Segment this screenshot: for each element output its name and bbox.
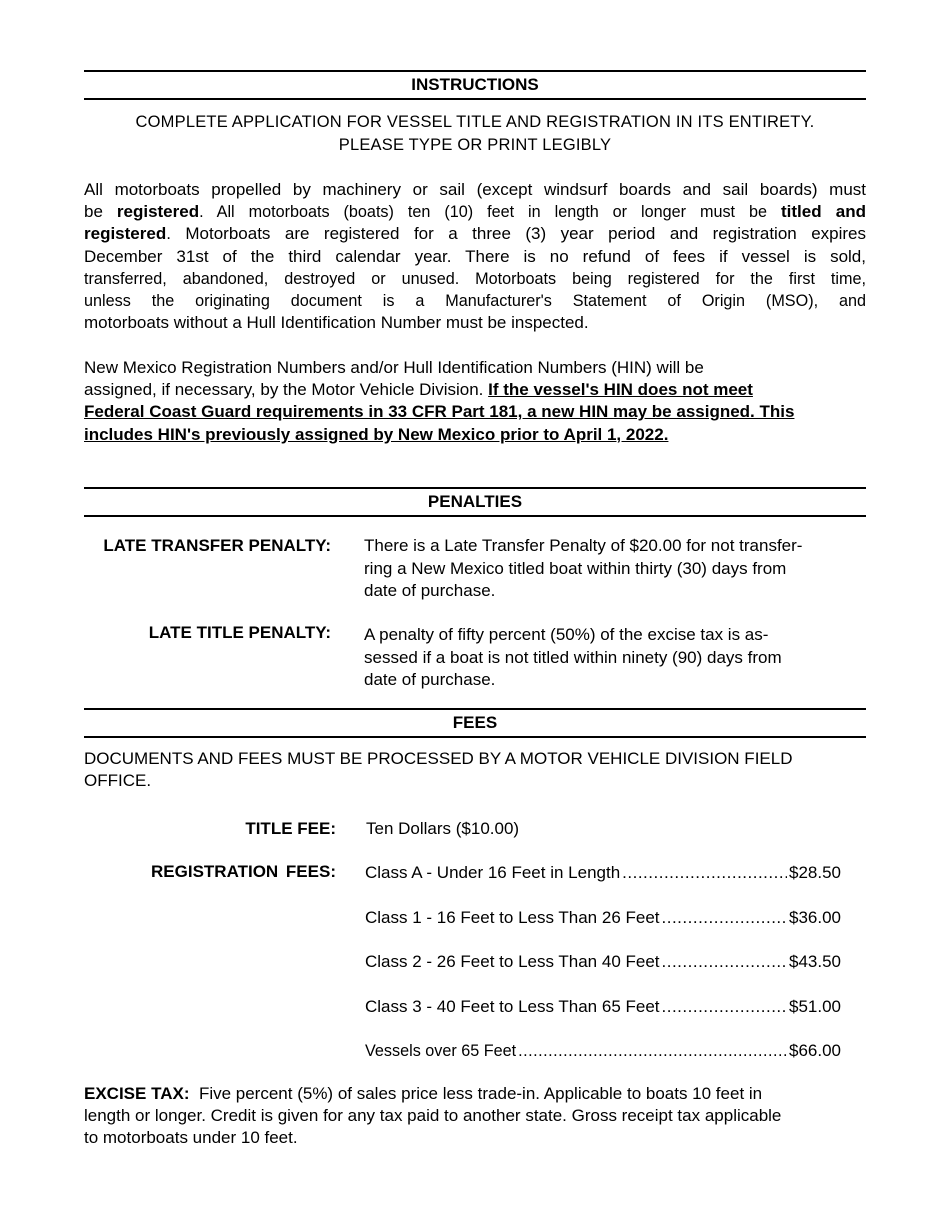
fees-notice-line: DOCUMENTS AND FEES MUST BE PROCESSED BY A MOTOR VEHICLE DIVISION FIELD — [84, 749, 793, 768]
leader-dots — [662, 908, 787, 928]
description-line: date of purchase. — [364, 581, 496, 600]
late-transfer-penalty-label: LATE TRANSFER PENALTY: — [103, 536, 331, 555]
fees-notice-line: OFFICE. — [84, 771, 152, 791]
registration-paragraph-line: transferred, abandoned, destroyed or unused. Motorboats being registered for the first time, — [84, 269, 866, 288]
title-fee-label: TITLE FEE: — [245, 819, 336, 838]
penalties-heading: PENALTIES — [84, 487, 866, 517]
hin-paragraph — [84, 357, 866, 446]
fees-heading: FEES — [84, 708, 866, 738]
registration-fee-row — [365, 952, 841, 974]
hin-paragraph-line: Federal Coast Guard requirements in 33 CFR Part 181, a new HIN may be assigned. This — [84, 402, 795, 422]
registration-paragraph-line — [84, 201, 866, 223]
hin-paragraph-line: New Mexico Registration Numbers and/or Hull Identification Numbers (HIN) will be — [84, 358, 704, 377]
text-fragment: Five percent (5%) of sales price less trade-in. Applicable to boats 10 feet in — [198, 1084, 763, 1103]
text-fragment: assigned, if necessary, by the Motor Vehicle Division. — [84, 380, 484, 400]
fee-amount: $51.00 — [789, 997, 841, 1016]
instructions-intro-line2: PLEASE TYPE OR PRINT LEGIBLY — [338, 136, 612, 154]
registration-paragraph-line: motorboats without a Hull Identification Number must be inspected. — [84, 313, 589, 333]
fee-amount: $43.50 — [789, 952, 841, 971]
fees-notice — [84, 748, 866, 792]
text-fragment: If the vessel's HIN does not meet — [488, 380, 753, 400]
leader-dots — [622, 863, 787, 883]
text-fragment: registered — [84, 224, 167, 244]
fee-class: Class 3 - 40 Feet to Less Than 65 Feet — [365, 997, 660, 1016]
registration-fee-row — [365, 863, 841, 885]
registration-paragraph-line: December 31st of the third calendar year. There is no refund of fees if vessel is sold, — [84, 246, 866, 266]
text-fragment: be — [84, 202, 103, 222]
description-line: A penalty of fifty percent (50%) of the excise tax is as- — [364, 625, 769, 644]
description-line: sessed if a boat is not titled within ninety (90) days from — [364, 647, 782, 667]
hin-paragraph-line — [84, 379, 866, 401]
fee-amount: $66.00 — [789, 1041, 841, 1060]
registration-fee-row — [365, 997, 841, 1019]
late-transfer-penalty-description — [364, 535, 844, 603]
leader-dots — [518, 1042, 787, 1061]
text-fragment: registered — [116, 202, 200, 222]
fee-class: Class 2 - 26 Feet to Less Than 40 Feet — [365, 952, 660, 971]
description-line: ring a New Mexico titled boat within thirty (30) days from — [364, 558, 787, 578]
excise-tax-label: EXCISE TAX: — [84, 1084, 190, 1103]
registration-fee-row — [365, 1041, 841, 1063]
excise-tax-line: length or longer. Credit is given for any tax paid to another state. Gross receipt tax applicable — [84, 1106, 782, 1126]
instructions-heading: INSTRUCTIONS — [84, 70, 866, 100]
text-fragment: . Motorboats are registered for a three (3) year period and registration expires — [166, 224, 866, 244]
registration-fee-row — [365, 908, 841, 930]
late-title-penalty-label: LATE TITLE PENALTY: — [148, 623, 331, 642]
instructions-intro-line1: COMPLETE APPLICATION FOR VESSEL TITLE AND REGISTRATION IN ITS ENTIRETY. — [135, 113, 815, 131]
title-fee-value: Ten Dollars ($10.00) — [366, 819, 520, 838]
fee-class: Class A - Under 16 Feet in Length — [365, 863, 621, 882]
registration-fees-label: REGISTRATION FEES: — [151, 862, 336, 881]
text-fragment: . All motorboats (boats) ten (10) feet in length or longer must be — [199, 203, 768, 222]
excise-tax-paragraph — [84, 1083, 866, 1150]
excise-tax-line: to motorboats under 10 feet. — [84, 1128, 298, 1148]
description-line: There is a Late Transfer Penalty of $20.00 for not transfer- — [364, 536, 803, 555]
leader-dots — [662, 997, 787, 1017]
hin-paragraph-line: includes HIN's previously assigned by New Mexico prior to April 1, 2022. — [84, 424, 669, 444]
excise-tax-line — [84, 1083, 866, 1105]
fee-amount: $36.00 — [789, 908, 841, 927]
leader-dots — [662, 952, 787, 972]
registration-paragraph — [84, 179, 866, 334]
late-title-penalty-description — [364, 624, 844, 692]
fee-amount: $28.50 — [789, 863, 841, 882]
registration-paragraph-line — [84, 223, 866, 245]
registration-paragraph-line: All motorboats propelled by machinery or sail (except windsurf boards and sail boards) must — [84, 180, 866, 199]
fee-class: Vessels over 65 Feet — [365, 1042, 517, 1060]
fee-class: Class 1 - 16 Feet to Less Than 26 Feet — [365, 908, 660, 927]
text-fragment: titled and — [781, 202, 867, 222]
description-line: date of purchase. — [364, 670, 496, 689]
registration-paragraph-line: unless the originating document is a Manufacturer's Statement of Origin (MSO), and — [84, 292, 866, 311]
